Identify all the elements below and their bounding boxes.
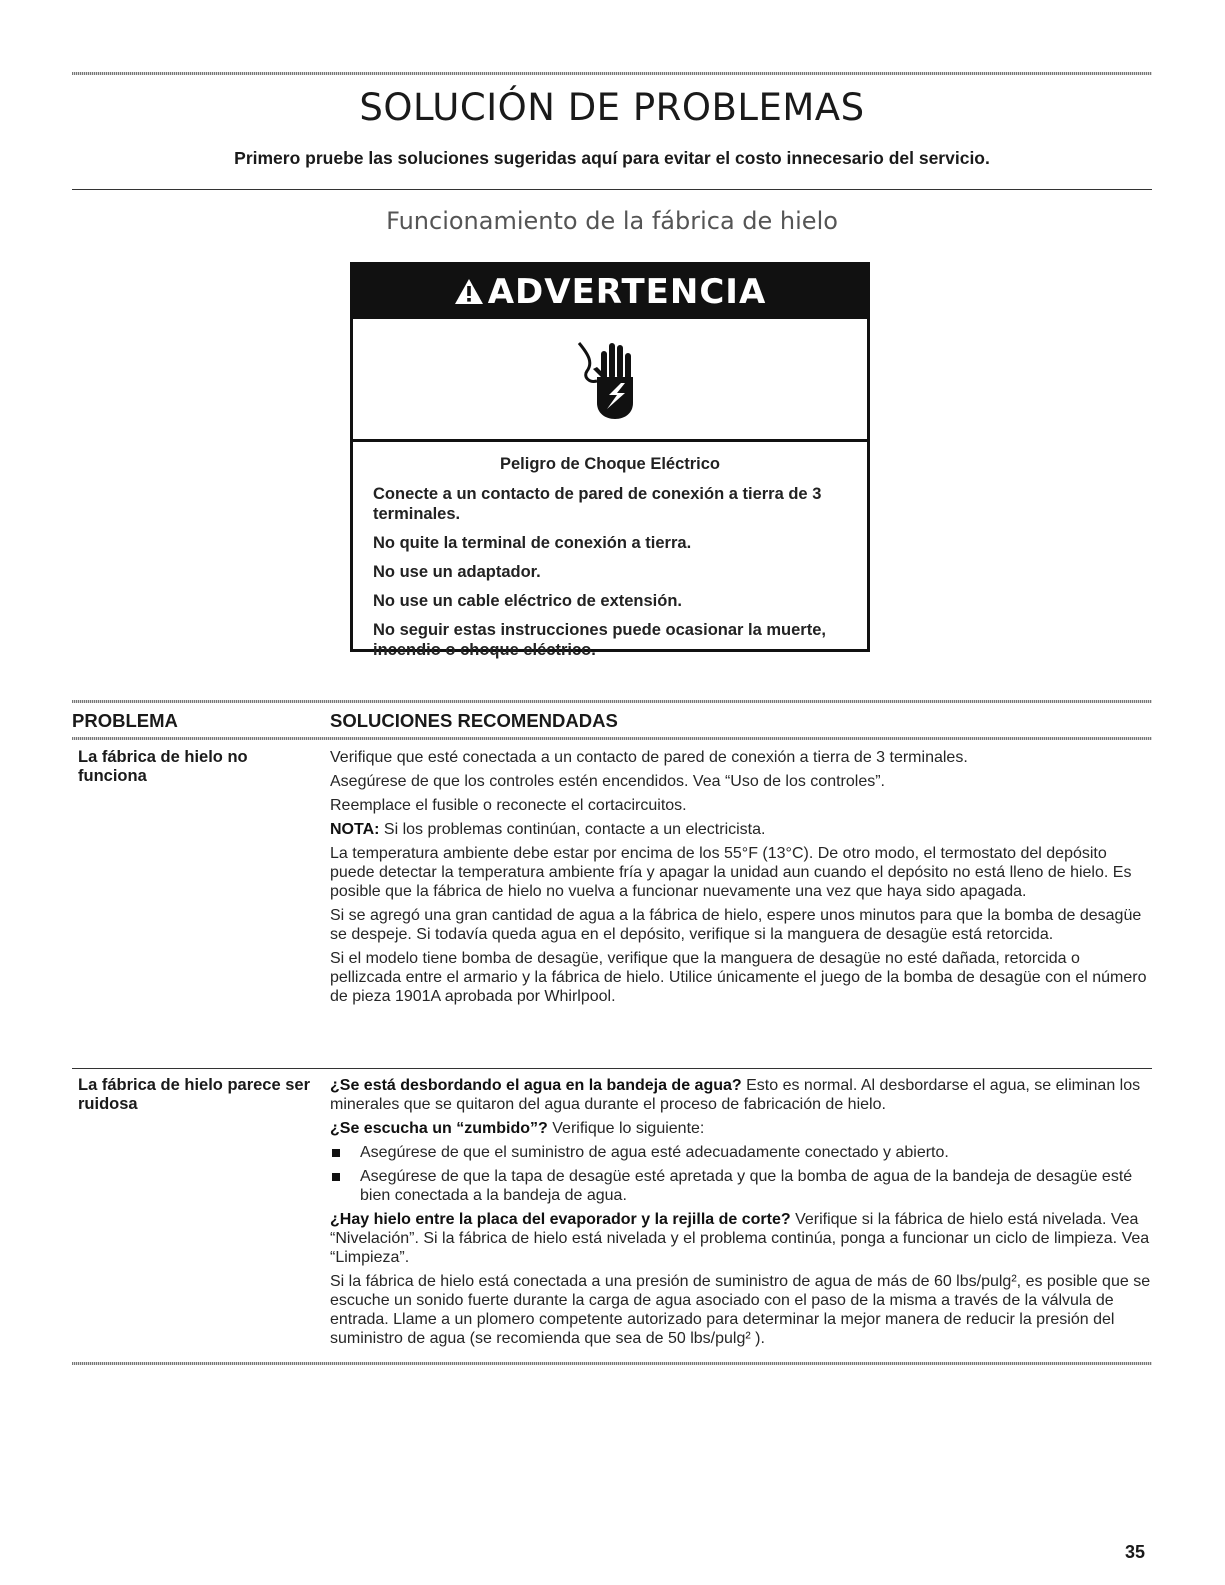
- warning-line: No quite la terminal de conexión a tierra.: [373, 534, 692, 552]
- column-header-problem: PROBLEMA: [72, 710, 178, 731]
- warning-icon-area: [353, 319, 867, 442]
- answer: Si la fábrica de hielo está conectada a una presión de suministro de agua de más de 60 lbs/pulg²,: [330, 1273, 1022, 1290]
- solution-text: [330, 1119, 1152, 1138]
- answer: es posible que se escuche un sonido fuerte durante la carga de agua asociado con el paso de la misma a través de la válvula de entrada. Llame a un plomero competente autorizado para determinar la mejor manera de reducir la presión del suministro de agua (se recomienda que sea de 50 lbs/pulg² ).: [330, 1273, 1151, 1347]
- problem-cell: La fábrica de hielo parece ser ruidosa: [78, 1076, 311, 1113]
- solution-text: Verifique que esté conectada a un contacto de pared de conexión a tierra de 3 terminales.: [330, 749, 968, 766]
- bullet-item: Asegúrese de que la tapa de desagüe esté apretada y que la bomba de agua de la bandeja de desagüe esté bien conectada a la bandeja de agua.: [330, 1167, 1152, 1205]
- warning-label: ADVERTENCIA: [487, 272, 767, 312]
- solution-text: [330, 1272, 1152, 1348]
- solutions-cell: [330, 748, 1152, 1011]
- warning-header: [353, 265, 867, 319]
- solution-text: [330, 1076, 1152, 1114]
- solution-note: [330, 820, 1152, 839]
- table-header-rule: [72, 737, 1152, 740]
- electric-shock-hand-icon: [575, 339, 645, 425]
- solution-text: La temperatura ambiente debe estar por encima de los 55°F (13°C). De otro modo, el termostato del depósito puede detectar la temperatura ambiente fría y apagar la unidad aun cuando el depósito no está lleno de hielo. Es posible que la fábrica de hielo no vuelva a funcionar nuevamente una vez que haya sido apagada.: [330, 845, 1132, 900]
- warning-line: No use un adaptador.: [373, 563, 541, 581]
- solution-text: Si se agregó una gran cantidad de agua a la fábrica de hielo, espere unos minutos para que la bomba de desagüe se despeje. Si todavía queda agua en el depósito, verifique si la manguera de desagüe está retorcida.: [330, 907, 1142, 943]
- note-text: Si los problemas continúan, contacte a un electricista.: [383, 821, 766, 838]
- page-subtitle: Primero pruebe las soluciones sugeridas aquí para evitar el costo innecesario del servicio.: [234, 148, 990, 168]
- question: ¿Se escucha un “zumbido”?: [330, 1120, 548, 1137]
- bullet-item: Asegúrese de que el suministro de agua esté adecuadamente conectado y abierto.: [330, 1143, 1152, 1162]
- solution-text: Reemplace el fusible o reconecte el cortacircuitos.: [330, 797, 687, 814]
- warning-box: [350, 262, 870, 659]
- solution-text: [330, 1210, 1152, 1267]
- section-heading: Funcionamiento de la fábrica de hielo: [386, 207, 838, 235]
- problem-cell: La fábrica de hielo no funciona: [78, 748, 248, 785]
- column-header-solutions: SOLUCIONES RECOMENDADAS: [330, 710, 618, 731]
- top-rule: [72, 72, 1152, 75]
- warning-line: No seguir estas instrucciones puede ocasionar la muerte, incendio o choque eléctrico.: [373, 621, 826, 659]
- answer: Verifique si la fábrica de hielo está nivelada. Vea “Nivelación”. Si la fábrica de hielo está nivelada y el problema continúa, ponga a funcionar un ciclo de limpieza. Vea “Limpieza”.: [330, 1211, 1150, 1266]
- note-label: NOTA:: [330, 821, 380, 838]
- warning-triangle-icon: [454, 267, 484, 321]
- row-divider: [72, 1068, 1152, 1069]
- warning-line: Conecte a un contacto de pared de conexión a tierra de 3 terminales.: [373, 485, 822, 523]
- subtitle-rule: [72, 189, 1152, 190]
- page-title: SOLUCIÓN DE PROBLEMAS: [359, 86, 865, 129]
- page-number: 35: [1124, 1542, 1145, 1562]
- question: ¿Hay hielo entre la placa del evaporador y la rejilla de corte?: [330, 1211, 791, 1228]
- solutions-cell: [330, 1076, 1152, 1353]
- answer: Verifique lo siguiente:: [552, 1120, 705, 1137]
- warning-line: No use un cable eléctrico de extensión.: [373, 592, 683, 610]
- solution-text: Asegúrese de que los controles estén encendidos. Vea “Uso de los controles”.: [330, 773, 885, 790]
- table-bottom-rule: [72, 1362, 1152, 1365]
- solution-text: Si el modelo tiene bomba de desagüe, verifique que la manguera de desagüe no esté dañada, retorcida o pellizcada entre el armario y la fábrica de hielo. Utilice únicamente el juego de la bomba de desagüe con el número de pieza 1901A aprobada por Whirlpool.: [330, 950, 1147, 1005]
- warning-title: Peligro de Choque Eléctrico: [499, 455, 721, 473]
- question: ¿Se está desbordando el agua en la bandeja de agua?: [330, 1077, 742, 1094]
- table-top-rule: [72, 700, 1152, 703]
- answer: Esto es normal. Al desbordarse el agua, se eliminan los minerales que se quitaron del agua durante el proceso de fabricación de hielo.: [330, 1077, 1141, 1113]
- warning-text: [353, 442, 867, 660]
